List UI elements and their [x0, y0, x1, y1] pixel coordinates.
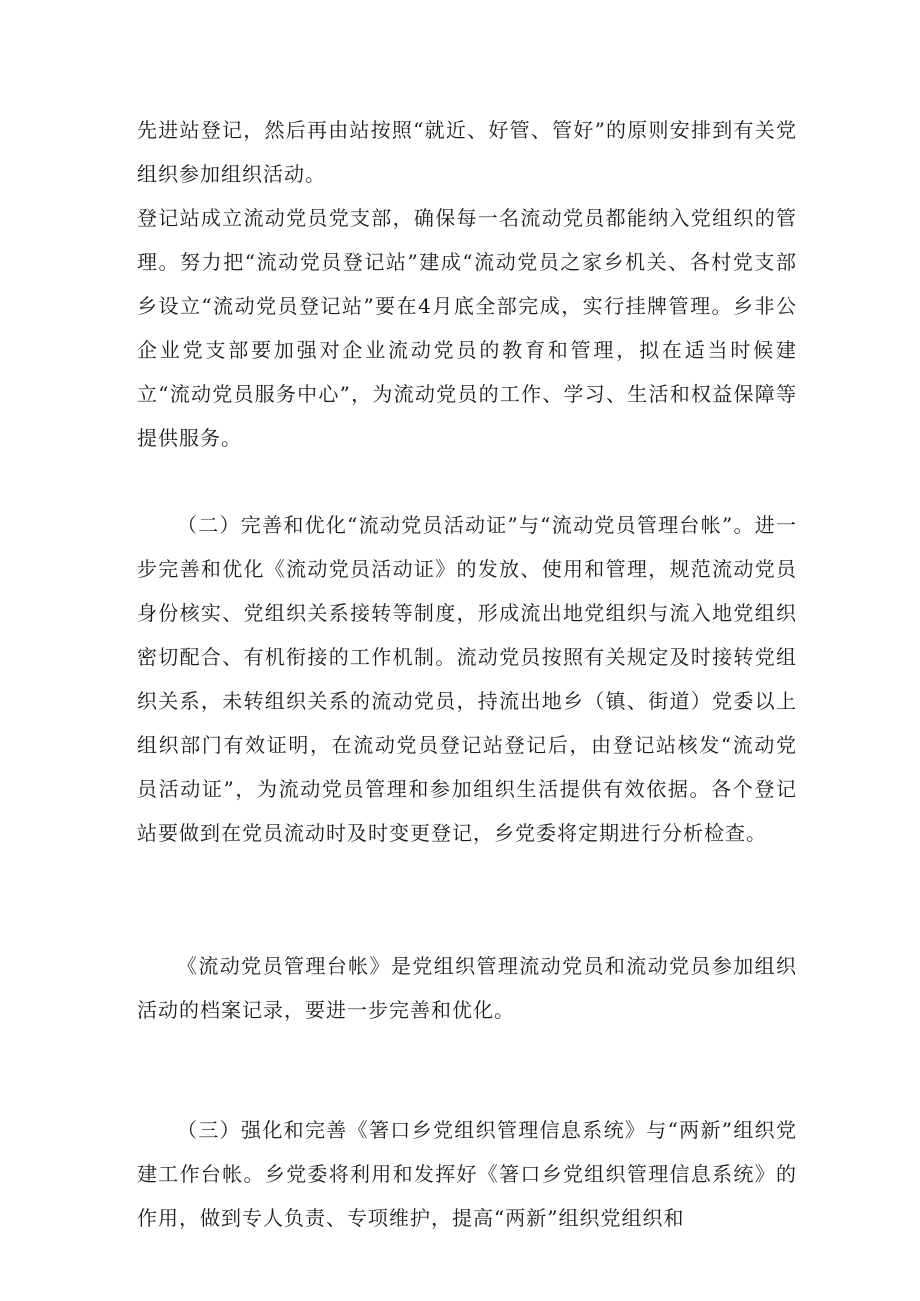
paragraph-5: （三）强化和完善《箸口乡党组织管理信息系统》与“两新”组织党建工作台帐。乡党委将利用和发挥好《箸口乡党组织管理信息系统》的作用，做到专人负责、专项维护，提高“两新”组织党组织和 — [137, 1118, 797, 1230]
paragraph-3: （二）完善和优化“流动党员活动证”与“流动党员管理台帐”。进一步完善和优化《流动党员活动证》的发放、使用和管理，规范流动党员身份核实、党组织关系接转等制度，形成流出地党组织与流入地党组织密切配合、有机衔接的工作机制。流动党员按照有关规定及时接转党组织关系，未转组织关系的流动党员，持流出地乡（镇、街道）党委以上组织部门有效证明，在流动党员登记站登记后，由登记站核发“流动党员活动证”，为流动党员管理和参加组织生活提供有效依据。各个登记站要做到在党员流动时及时变更登记，乡党委将定期进行分析检查。 — [137, 513, 797, 845]
paragraph-2: 登记站成立流动党员党支部，确保每一名流动党员都能纳入党组织的管理。努力把“流动党员登记站”建成“流动党员之家乡机关、各村党支部乡设立“流动党员登记站”要在4月底全部完成，实行挂牌管理。乡非公企业党支部要加强对企业流动党员的教育和管理，拟在适当时候建立“流动党员服务中心”，为流动党员的工作、学习、生活和权益保障等提供服务。 — [137, 206, 797, 450]
paragraph-4: 《流动党员管理台帐》是党组织管理流动党员和流动党员参加组织活动的档案记录，要进一步完善和优化。 — [137, 954, 797, 1022]
paragraph-1: 先进站登记，然后再由站按照“就近、好管、管好”的原则安排到有关党组织参加组织活动。 — [137, 118, 797, 186]
